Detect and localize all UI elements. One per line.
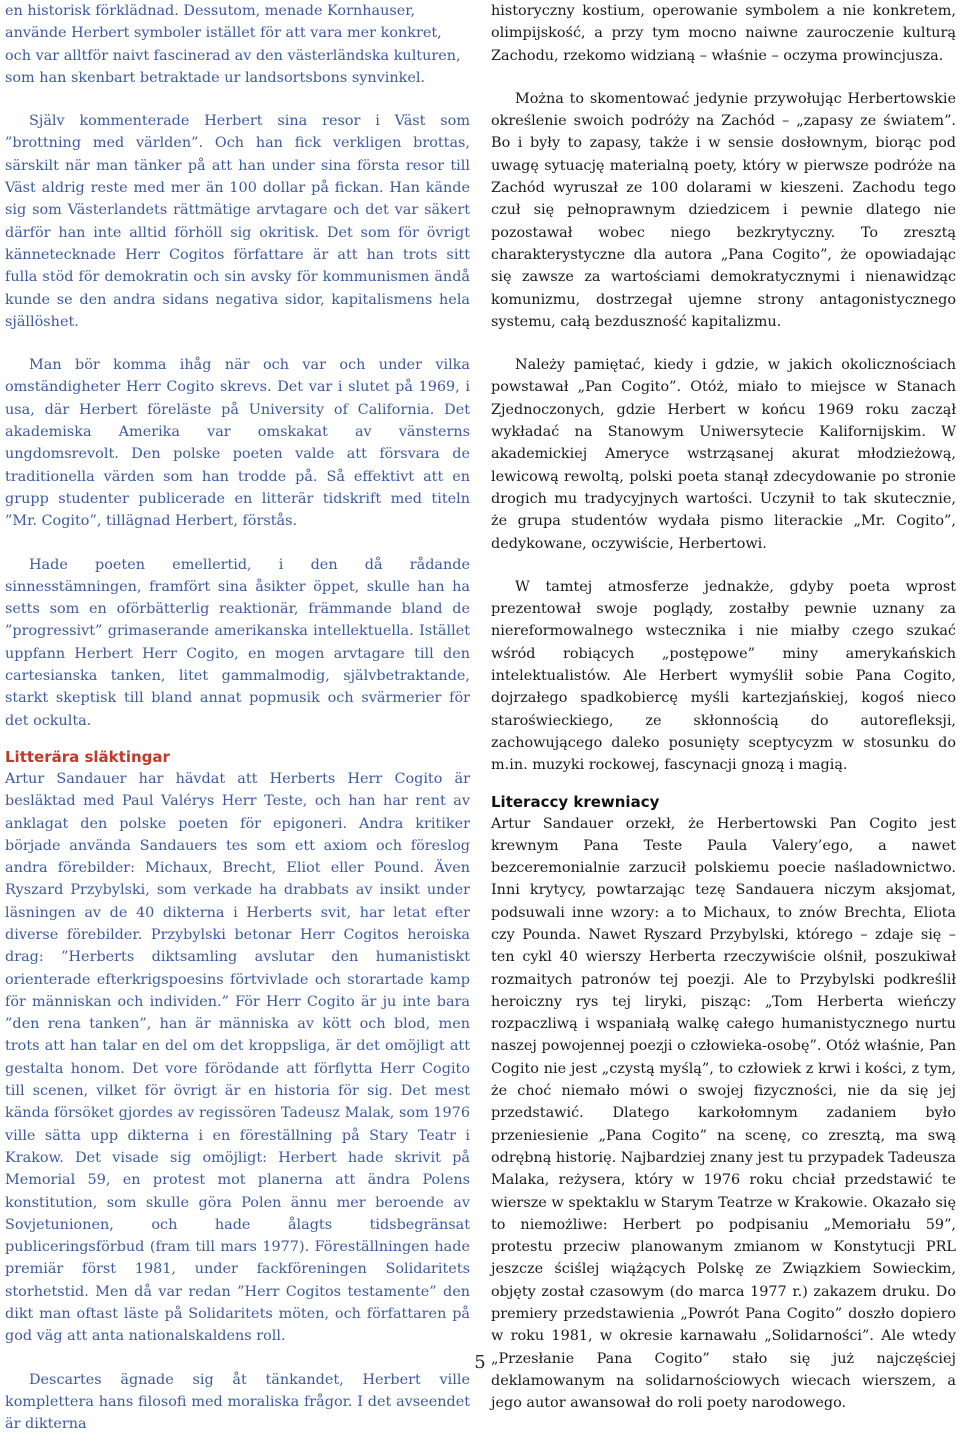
paragraph xyxy=(5,110,470,333)
text-span: För Herr Cogito är ju inte bara ”den rena tanken”, han är människa av kött och blod, men trots att han talar en del om det kroppsliga, är det omöjligt att gestalta honom. xyxy=(5,993,470,1077)
text-span: Själv kommenterade Herbert sina resor i Väst som ”brottning med världen”. xyxy=(5,113,470,152)
text-span: Hade poeten emellertid, i den då rådande sinnesstämningen, framfört sina åsikter öppet, skulle han ha setts som en oförbätterlig reaktionär, främmande bland de ”progressivt” grimaserande amerikanska intellektuella. xyxy=(5,556,470,640)
text-span: Det mest kända försöket gjordes av regissören Tadeusz Malak, som 1976 ville sätta upp dikterna i en föreställning på Stary Teatr i Krakow. xyxy=(5,1083,470,1166)
text-span: Man bör komma ihåg när och var och under vilka omständigheter Herr Cogito skrevs. xyxy=(5,357,470,396)
text-span: Även Ryszard Przybylski, som verkade ha drabbats av insikt under läsningen av de 40 dikterna i Herberts svit, har letat efter diverse förebilder. xyxy=(5,860,470,943)
text-span: Artur Sandauer har hävdat att Herberts Herr Cogito är besläktad med Paul Valérys Herr Teste, och han har rent av anklagat den polske poeten för epigoneri. xyxy=(5,770,470,832)
text-span: Det som för övrigt kännetecknade Herr Cogitos författare är att han trots sitt fulla stöd för demokratin och sin avsky för kommunismen ändå kunde se den andra sidans negativa sidor, kapitalismens hela själlöshet. xyxy=(5,224,470,330)
text-span: en historisk förklädnad. Dessutom, menade Kornhauser, använde Herbert symboler istället för att vara mer konkret, och var alltför naivt fascinerad av den västerländska kulturen, som han skenbart betraktade ur landsortsbons synvinkel. xyxy=(5,3,461,86)
text-span: Den polske poeten valde att försvara de traditionella värden som han trodde på. xyxy=(5,446,470,485)
section-heading: Literaccy krewniacy xyxy=(491,792,660,811)
paragraph: Artur Sandauer orzekł, że Herbertowski Pan Cogito jest krewnym Pana Teste Paula Valery’ego, a nawet bezceremonialnie zarzucił polskiemu poecie naśladownictwo. Inni krytycy, powtarzając tezę Sandauera niczym aksjomat, podsuwali inne wzory: a to Michaux, to znów Brechta, Eliota czy Pounda. Nawet Ryszard Przybylski, którego – zdaje się – ten cykl 40 wierszy Herberta rzeczywiście olśnił, poszukiwał rozmaitych patronów tej poezji. Ale to Przybylski podkreślił heroiczny rys tej liryki, pisząc: „Tom Herberta wieńczy rozpaczliwą i wspaniałą walkę całego humanistycznego nurtu naszej powojennej poezji o człowieka-osobę”. Otóż właśnie, Pan Cogito nie jest „czystą myślą”, to człowiek z krwi i kości, z tym, że choć niemało mówi o swojej fizyczności, nie da się jej przedstawić. Dlatego karkołomnym zadaniem było przeniesienie „Pana Cogito” na scenę, co zresztą, ma swą odrębną historię. Najbardziej znany jest tu przypadek Tadeusza Malaka, reżysera, który w 1976 roku chciał przedstawić te wiersze w spektaklu w Starym Teatrze w Krakowie. Okazało się to niemożliwe: Herbert po podpisaniu „Memoriału 59”, protestu przeciw planowanym zmianom w Konstytucji PRL jeszcze ściślej wiążących Polskę ze Związkiem Sowieckim, objęty został czasowym (do marca 1977 r.) zakazem druku. Do premiery przedstawienia „Powrót Pana Cogito” doszło dopiero w roku 1981, w okresie karnawału „Solidarności”. Ale wtedy „Przesłanie Pana Cogito” stało się już najczęściej deklamowanym na solidarnościowych wiecach wierszem, a jego autor awansował do roli poety narodowego. xyxy=(491,815,956,1412)
text-span: Det akademiska Amerika var omskakat av vänsterns ungdomsrevolt. xyxy=(5,401,471,463)
paragraph: W tamtej atmosferze jednakże, gdyby poeta wprost prezentował swoje poglądy, zostałby pewnie uznany za niereformowalnego wstecznika i nie miałby czego szukać wśród robiących „postępowe” miny amerykańskich intelektualistów. Ale Herbert wymyślił sobie Pana Cogito, dojrzałego spadkobiercę myśli kartezjańskiej, kogoś nieco staroświeckiego, ze skłonnością do autorefleksji, zachowującego daleko posunięty sceptycyzm w stosunku do m.in. muzyki rockowej, fascynacji gnozą i magią. xyxy=(491,578,956,774)
text-span: Det visade sig omöjligt: Herbert hade skrivit på Memorial 59, en protest mot planerna att ändra Polens konstitution, som skulle göra Polen ännu mer beroende av Sovjetunionen, och hade ålagts tidsbegränsat publiceringsförbud (fram till mars 1977). xyxy=(5,1149,470,1256)
page-number: 5 xyxy=(474,1352,486,1373)
paragraph xyxy=(5,768,470,1348)
paragraph xyxy=(5,354,470,532)
text-span: Istället uppfann Herbert Herr Cogito, en mogen arvtagare till den cartesianska tanken, litet gammalmodig, självbetraktande, starkt skeptisk till bland annat popmusik och svärmerier för det ockulta. xyxy=(5,623,471,729)
text-span: Det var i slutet på 1969, i usa, där Herbert föreläste på University of California. xyxy=(5,379,470,418)
text-span: Och han fick verkligen brottas, särskilt när man tänker på att han under sina första resor till Väst aldrig reste med mer än 100 dollar på fickan. xyxy=(5,135,470,197)
text-span: I det avseendet är dikterna xyxy=(5,1393,470,1433)
paragraph xyxy=(5,0,470,89)
text-span: Föreställningen hade premiär först 1981, under fackföreningen Solidaritets storhetstid. xyxy=(5,1239,470,1300)
text-span: Andra kritiker började använda Sandauers tes som ett axiom och föreslog andra förebilder: Michaux, Brecht, Eliot eller Pound. xyxy=(5,815,470,877)
text-span: Det vore förödande att förflytta Herr Cogito till scenen, vilket för övrigt är en historia för sig. xyxy=(5,1060,470,1100)
section-heading: Litterära släktingar xyxy=(5,747,170,766)
text-span: Przybylski betonar Herr Cogitos heroiska drag: ”Herberts diktsamling avslutar den humanistiskt orienterade efterkrigspoesins förtvivlade och storartade kamp för människan och individen.” xyxy=(5,926,471,1010)
right-column-polish xyxy=(491,0,956,1415)
paragraph: Można to skomentować jedynie przywołując Herbertowskie określenie swoich podróży na Zachód – „zapasy ze światem”. Bo i były to zapasy, także i w sensie dosłownym, biorąc pod uwagę sytuację materialną poety, który w pierwsze podróże na Zachód wyruszał ze 100 dolarami w kieszeni. Zachodu tego czuł się pełnoprawnym dziedzicem i pewnie dlatego nie pozostawał wobec niego bezkrytyczny. To zresztą charakterystyczne dla autora „Pana Cogito”, że opowiadając się zawsze za wartościami demokratycznymi i nienawidząc komunizmu, dostrzegał ujemne strony antagonistycznego systemu, całą bezduszność kapitalizmu. xyxy=(491,90,956,330)
text-span: Men då var redan ”Herr Cogitos testamente” den dikt man oftast läste på Solidaritets möten, och författaren på god väg att anta nationalskaldens roll. xyxy=(5,1283,470,1345)
text-span: Så effektivt att en grupp studenter publicerade en litterär tidskrift med titeln ”Mr. Cogito”, tillägnad Herbert, förstås. xyxy=(5,468,470,530)
text-span: Han kände sig som Västerlandets rättmätige arvtagare och det var säkert därför han inte alltid förhöll sig okritisk. xyxy=(5,180,470,241)
paragraph: historyczny kostium, operowanie symbolem a nie konkretem, olimpijskość, a przy tym mocno naiwne zauroczenie kulturą Zachodu, rzekomo widzianą – właśnie – oczyma prowincjusza. xyxy=(491,3,956,64)
paragraph xyxy=(5,1369,470,1436)
left-column-swedish xyxy=(5,0,470,1436)
paragraph: Należy pamiętać, kiedy i gdzie, w jakich okolicznościach powstawał „Pan Cogito”. Otóż, miało to miejsce w Stanach Zjednoczonych, gdzie Herbert w końcu 1969 roku zaczął wykładać na Stanowym Uniwersytecie Kalifornijskim. W akademickiej Ameryce wstrząsanej akurat młodzieżową, lewicową rewoltą, polski poeta stanął zdecydowanie po stronie drogich mu tradycyjnych wartości. Uczynił to tak skutecznie, że grupa studentów wydała pismo literackie „Mr. Cogito”, dedykowane, oczywiście, Herbertowi. xyxy=(491,357,956,552)
text-span: Descartes ägnade sig åt tänkandet, Herbert ville komplettera hans filosofi med moraliska frågor. xyxy=(5,1371,470,1410)
paragraph xyxy=(5,554,470,732)
